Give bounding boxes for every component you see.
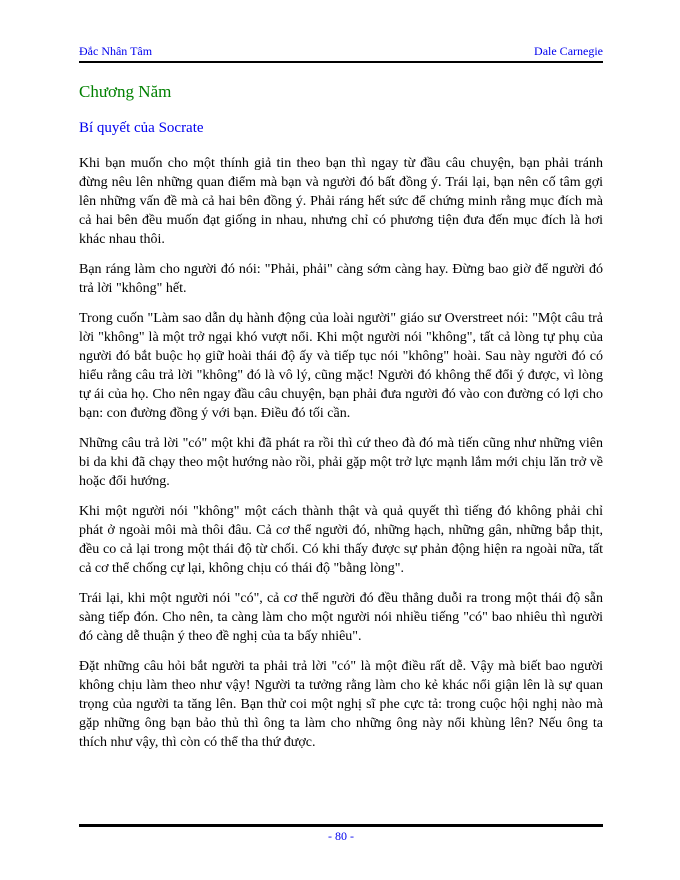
paragraph: Khi bạn muốn cho một thính giả tin theo bạn thì ngay từ đầu câu chuyện, bạn phải tránh đừng nêu lên những quan điểm mà bạn và người đó bất đồng ý. Trái lại, bạn nên cố tâm gợi lên những vấn đề mà cả hai bên đồng ý. Phải ráng hết sức để chứng minh rằng mục đích mà cả hai bên đều muốn đạt giống in nhau, nhưng chỉ có phương tiện đưa đến mục đích là hơi khác nhau thôi. — [79, 156, 603, 247]
paragraph: Trong cuốn "Làm sao dẫn dụ hành động của loài người" giáo sư Overstreet nói: "Một câu trả lời "không" là một trở ngại khó vượt nổi. Khi một người nói "không", tất cả lòng tự phụ của người đó bắt buộc họ giữ hoài thái độ ấy và tiếp tục nói "không" hoài. Sau này người đó có hiểu rằng câu trả lời "không" đó là vô lý, cũng mặc! Người đó không thể đổi ý được, vì lòng tự ái của họ. Cho nên ngay đầu câu chuyện, bạn phải đưa người đó vào con đường có lợi cho bạn: con đường đồng ý với bạn. Điều đó tối cần. — [79, 311, 603, 421]
page-footer — [79, 824, 603, 844]
body-text — [79, 154, 603, 752]
paragraph: Những câu trả lời "có" một khi đã phát ra rồi thì cứ theo đà đó mà tiến cũng như những viên bi da khi đã chạy theo một hướng nào rồi, phải gặp một trở lực mạnh lắm mới chịu lăn trở về hoặc đổi hướng. — [79, 436, 603, 489]
paragraph: Đặt những câu hỏi bắt người ta phải trả lời "có" là một điều rất dễ. Vậy mà biết bao người không chịu làm theo như vậy! Người ta tưởng rằng làm cho kẻ khác nổi giận lên là sự quan trọng của người ta tăng lên. Bạn thử coi một nghị sĩ phe cực tả: trong cuộc hội nghị nào mà gặp những ông bạn bảo thủ thì ông ta làm cho những ông này nổi khùng lên? Nếu ông ta thích như vậy, thì còn có thể tha thứ được. — [79, 659, 603, 750]
paragraph: Trái lại, khi một người nói "có", cả cơ thể người đó đều thẳng duỗi ra trong một thái độ sẵn sàng tiếp đón. Cho nên, ta càng làm cho một người nói nhiều tiếng "có" bao nhiêu thì người đó càng dễ thuận ý theo đề nghị của ta bấy nhiêu". — [79, 591, 603, 644]
page-number: - 80 - — [328, 829, 354, 843]
header-book-title: Đắc Nhân Tâm — [79, 44, 153, 58]
page-header — [79, 44, 603, 63]
section-title: Bí quyết của Socrate — [79, 120, 204, 136]
paragraph: Bạn ráng làm cho người đó nói: "Phải, phải" càng sớm càng hay. Đừng bao giờ để người đó trả lời "không" hết. — [79, 262, 603, 296]
header-author-name: Dale Carnegie — [534, 44, 603, 58]
chapter-title: Chương Năm — [79, 82, 172, 101]
paragraph: Khi một người nói "không" một cách thành thật và quả quyết thì tiếng đó không phải chỉ phát ở ngoài môi mà thôi đâu. Cả cơ thể người đó, những hạch, những gân, những bắp thịt, đều co cả lại trong một thái độ từ chối. Có khi thấy được sự phản động hiện ra ngoài nữa, tất cả cơ thể chống cự lại, không chịu có thái độ "bằng lòng". — [79, 504, 603, 576]
